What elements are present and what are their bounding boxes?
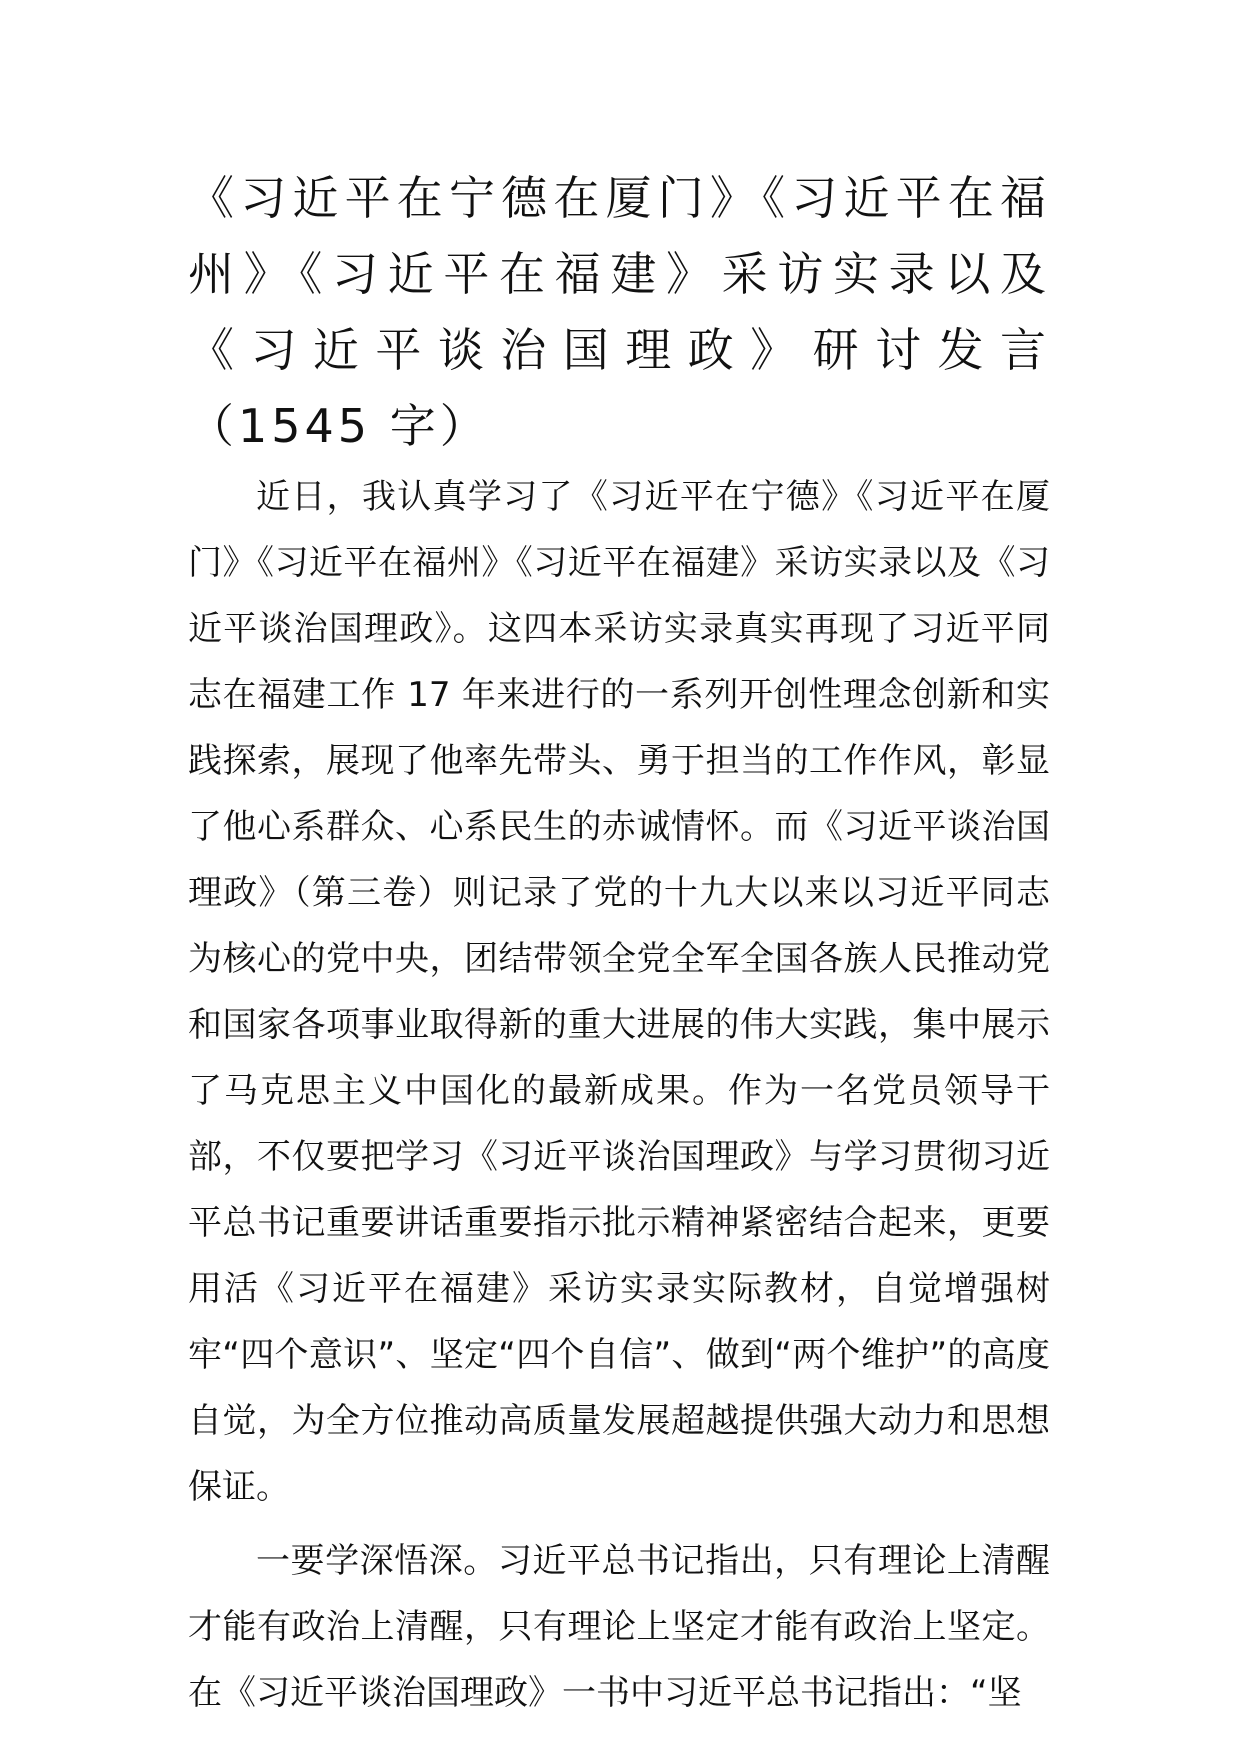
document-title: 《习近平在宁德在厦门》《习近平在福州》《习近平在福建》采访实录以及《习近平谈治国理政》研讨发言（1545 字） [188,171,1050,453]
document-page [188,160,1050,1726]
body-paragraph-1: 近日，我认真学习了《习近平在宁德》《习近平在厦门》《习近平在福州》《习近平在福建》采访实录以及《习近平谈治国理政》。这四本采访实录真实再现了习近平同志在福建工作 17 年来进行的一系列开创性理念创新和实践探索，展现了他率先带头、勇于担当的工作作风，彰显了他心系群众、心系民生的赤诚情怀。而《习近平谈治国理政》（第三卷）则记录了党的十九大以来以习近平同志为核心的党中央，团结带领全党全军全国各族人民推动党和国家各项事业取得新的重大进展的伟大实践，集中展示了马克思主义中国化的最新成果。作为一名党员领导干部，不仅要把学习《习近平谈治国理政》与学习贯彻习近平总书记重要讲话重要指示批示精神紧密结合起来，更要用活《习近平在福建》采访实录实际教材，自觉增强树牢“四个意识”、坚定“四个自信”、做到“两个维护”的高度自觉，为全方位推动高质量发展超越提供强大动力和思想保证。 [188,477,1050,1507]
body-paragraph-2: 一要学深悟深。习近平总书记指出，只有理论上清醒才能有政治上清醒，只有理论上坚定才能有政治上坚定。在《习近平谈治国理政》一书中习近平总书记指出：“坚 [188,1541,1050,1713]
